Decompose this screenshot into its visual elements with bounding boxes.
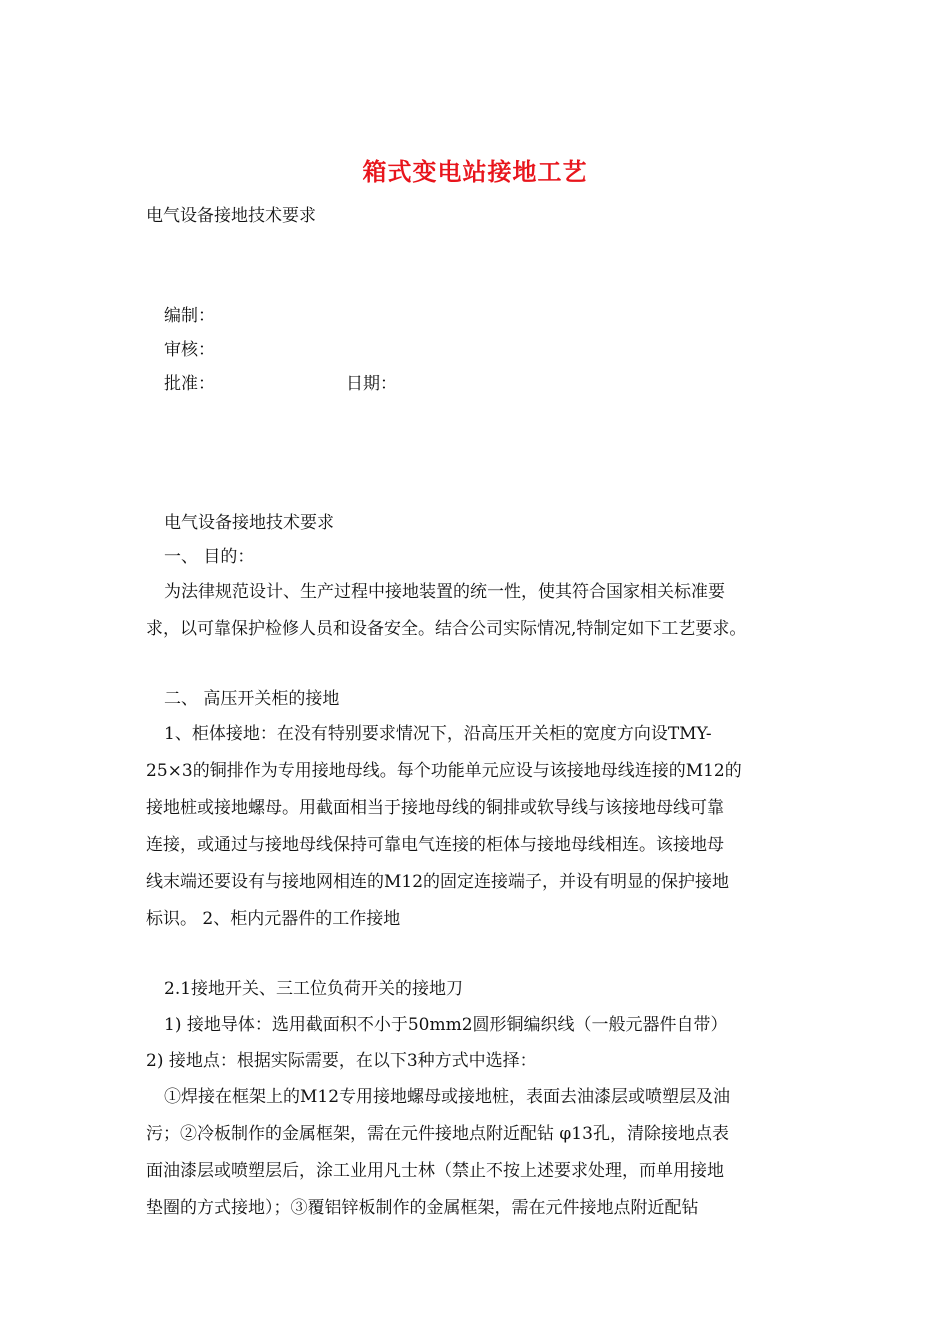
section-1-heading: 一、 目的： bbox=[164, 547, 255, 567]
section-2-line: 连接，或通过与接地母线保持可靠电气连接的柜体与接地母线相连。该接地母 bbox=[146, 835, 724, 855]
section-2-line: 线末端还要设有与接地网相连的M12的固定连接端子，并设有明显的保护接地 bbox=[146, 872, 730, 892]
section-2-heading: 二、 高压开关柜的接地 bbox=[164, 689, 340, 709]
section-2-1-line: 垫圈的方式接地）；③覆铝锌板制作的金属框架，需在元件接地点附近配钻 bbox=[146, 1198, 699, 1218]
section-1-line: 为法律规范设计、生产过程中接地装置的统一性，使其符合国家相关标准要 bbox=[164, 582, 725, 602]
document-title: 箱式变电站接地工艺 bbox=[362, 157, 588, 186]
section-2-line: 1、柜体接地：在没有特别要求情况下，沿高压开关柜的宽度方向设TMY- bbox=[164, 724, 712, 744]
signoff-compile: 编制： bbox=[164, 306, 215, 326]
section-2-1-heading: 2.1接地开关、三工位负荷开关的接地刀 bbox=[164, 979, 464, 999]
signoff-date: 日期： bbox=[346, 374, 397, 394]
section-2-line: 25×3的铜排作为专用接地母线。每个功能单元应设与该接地母线连接的M12的 bbox=[146, 761, 742, 781]
document-subtitle: 电气设备接地技术要求 bbox=[146, 206, 316, 226]
section-2-line: 接地桩或接地螺母。用截面相当于接地母线的铜排或软导线与该接地母线可靠 bbox=[146, 798, 724, 818]
section-2-1-line: 面油漆层或喷塑层后，涂工业用凡士林（禁止不按上述要求处理，而单用接地 bbox=[146, 1161, 724, 1181]
section-2-1-line: ①焊接在框架上的M12专用接地螺母或接地桩，表面去油漆层或喷塑层及油 bbox=[164, 1087, 731, 1107]
section-heading: 电气设备接地技术要求 bbox=[164, 513, 334, 533]
signoff-approve: 批准： bbox=[164, 374, 215, 394]
section-1-line: 求，以可靠保护检修人员和设备安全。结合公司实际情况,特制定如下工艺要求。 bbox=[146, 619, 747, 639]
section-2-1-line: 1) 接地导体：选用截面积不小于50mm2圆形铜编织线（一般元器件自带） bbox=[164, 1015, 728, 1035]
section-2-line: 标识。 2、柜内元器件的工作接地 bbox=[146, 909, 401, 929]
section-2-1-line: 污；②冷板制作的金属框架，需在元件接地点附近配钻 φ13孔，清除接地点表 bbox=[146, 1124, 729, 1144]
section-2-1-line: 2) 接地点：根据实际需要，在以下3种方式中选择： bbox=[146, 1051, 537, 1071]
signoff-review: 审核： bbox=[164, 340, 215, 360]
